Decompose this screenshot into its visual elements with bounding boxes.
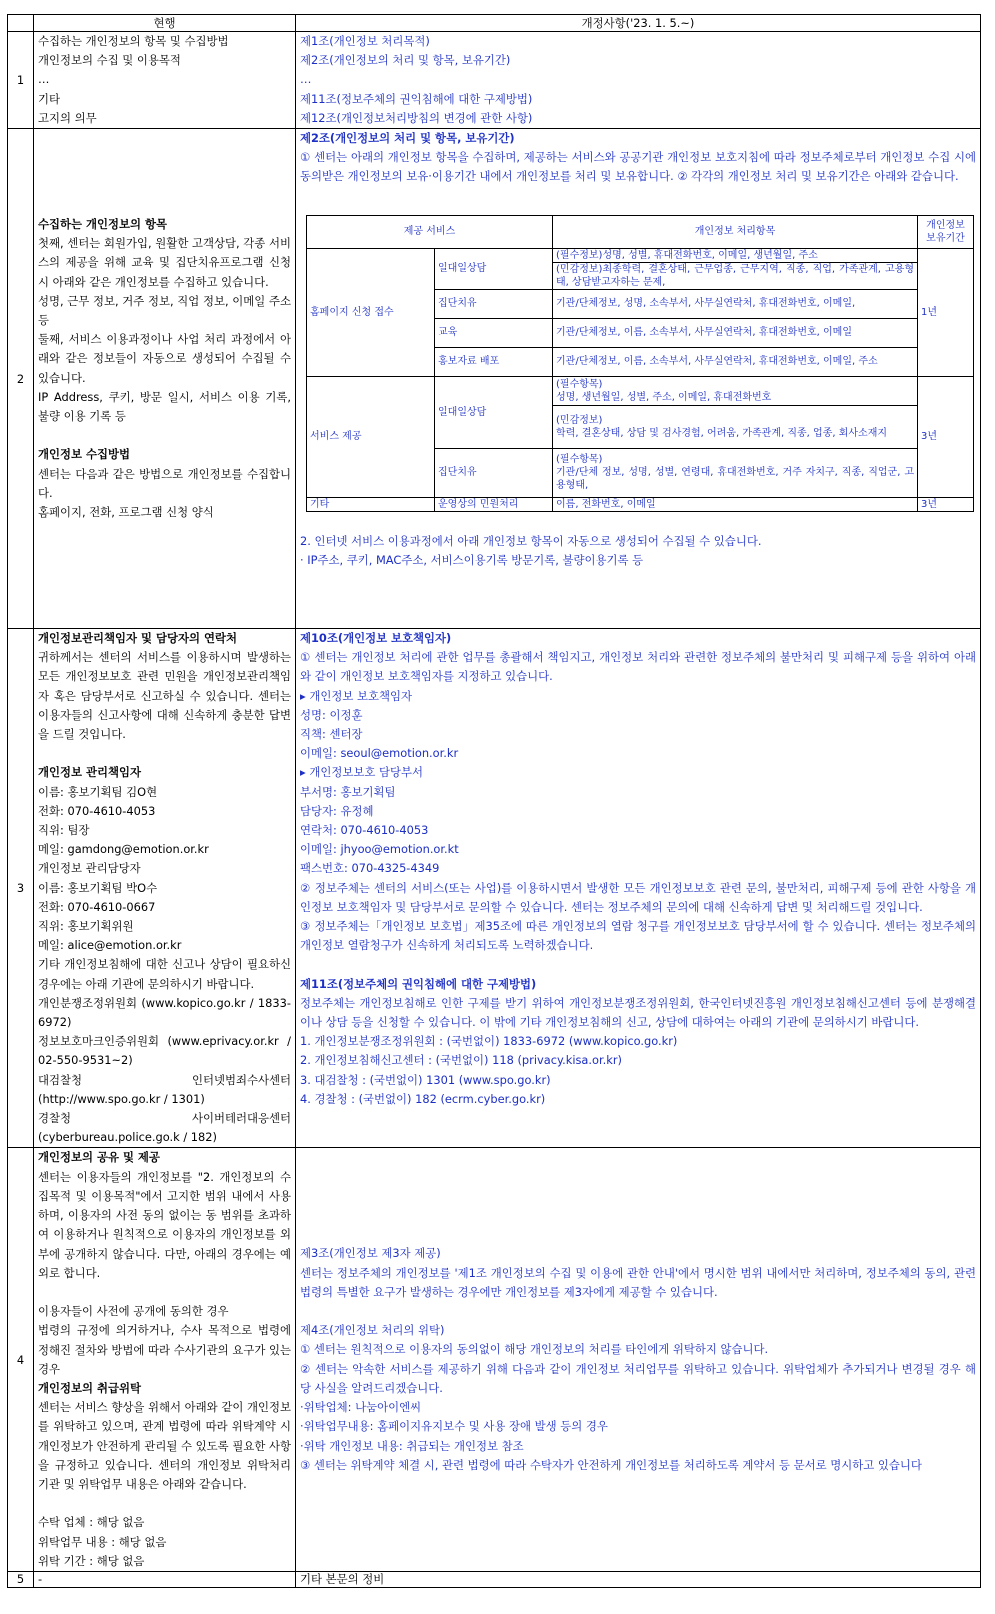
items <box>553 448 918 497</box>
paragraph: 센터는 정보주체의 개인정보를 '제1조 개인정보의 수집 및 이용에 관한 안내'에서 명시한 범위 내에서만 처리하며, 정보주체의 동의, 관련 법령의 특별한 요구가 발생하는 경우에만 개인정보를 제3자에게 제공할 수 있습니다. <box>300 1265 976 1299</box>
paragraph: 대검찰청 인터넷범죄수사센터 (http://www.spo.go.kr / 1301) <box>38 1072 291 1106</box>
paragraph: IP Address, 쿠키, 방문 일시, 서비스 이용 기록, 불량 이용 기록 등 <box>38 389 291 424</box>
service-group: 서비스 제공 <box>307 376 435 497</box>
paragraph: ·위탁업체: 나눔아이엔씨 <box>300 1400 422 1415</box>
paragraph: 이메일: jhyoo@emotion.or.kt <box>300 842 459 857</box>
paragraph: 직위: 홍보기획위원 <box>38 919 134 934</box>
spacer <box>300 955 976 974</box>
section-title: 제11조(정보주체의 권익침해에 대한 구제방법) <box>300 976 537 991</box>
paragraph: 센터는 다음과 같은 방법으로 개인정보를 수집합니다. <box>38 466 291 500</box>
current-line: 고지의 의무 <box>38 110 97 125</box>
items-label: (민감정보) <box>556 414 603 426</box>
paragraph: ② 정보주체는 센터의 서비스(또는 사업)를 이용하시면서 발생한 모든 개인정보보호 관련 문의, 불만처리, 피해구제 등에 관한 사항을 개인정보 보호책임자 및 담당부서로 문의할 수 있습니다. 센터는 정보주체의 문의에 대해 신속하게 답변 및 처리해드릴 것입니다. <box>300 880 976 914</box>
paragraph: 이용자들이 사전에 공개에 동의한 경우 <box>38 1304 229 1319</box>
paragraph: 위탁 기간 : 해당 없음 <box>38 1553 145 1568</box>
section-title: 수집하는 개인정보의 항목 <box>38 217 167 232</box>
service-name: 교육 <box>435 318 553 347</box>
processing-table <box>306 215 974 512</box>
items-label: (필수항목) <box>556 378 603 390</box>
table-row <box>8 1571 981 1587</box>
comparison-document <box>7 14 981 1588</box>
paragraph: ② 센터는 악속한 서비스를 제공하기 위해 다음과 같이 개인정보 처리업무를 위탁하고 있습니다. 위탁업체가 추가되거나 변경될 경우 해당 사실을 알려드리겠습니다. <box>300 1361 976 1395</box>
paragraph: 홈페이지, 전화, 프로그램 신청 양식 <box>38 505 214 520</box>
period: 3년 <box>918 497 974 511</box>
comparison-table <box>7 14 981 1588</box>
processing-row <box>307 376 974 405</box>
paragraph: 1. 개인정보분쟁조정위원회 : (국번없이) 1833-6972 (www.kopico.go.kr) <box>300 1034 678 1049</box>
header-row <box>8 15 981 32</box>
paragraph: 정보보호마크인증위원회 (www.eprivacy.or.kr / 02-550-9531~2) <box>38 1034 291 1068</box>
row-number: 2 <box>8 129 34 629</box>
revised-line: 제1조(개인정보 처리목적) <box>300 34 430 48</box>
paragraph: 제3조(개인정보 제3자 제공) <box>300 1246 441 1261</box>
paragraph: 경찰청 사이버테러대응센터 (cyberbureau.police.go.k / 182) <box>38 1111 291 1145</box>
paragraph: 성명: 이정훈 <box>300 707 363 722</box>
header-num <box>8 15 34 32</box>
paragraph: ·위탁 개인정보 내용: 취급되는 개인정보 참조 <box>300 1438 524 1453</box>
processing-row <box>307 497 974 511</box>
paragraph: 이름: 홍보기획팀 박O수 <box>38 880 158 895</box>
revised-cell <box>296 629 981 1148</box>
current-cell <box>34 1148 296 1571</box>
current-cell <box>34 629 296 1148</box>
current-line: 개인정보의 수집 및 이용목적 <box>38 53 181 68</box>
service-name: 집단치유 <box>435 289 553 318</box>
revised-cell <box>296 129 981 629</box>
items <box>553 376 918 405</box>
paragraph: 전화: 070-4610-4053 <box>38 803 156 818</box>
paragraph: 이메일: seoul@emotion.or.kr <box>300 746 459 761</box>
header-current: 현행 <box>34 15 296 32</box>
paragraph: 메일: alice@emotion.or.kr <box>38 938 182 953</box>
revised-line: 제11조(정보주체의 권익침해에 대한 구제방법) <box>300 91 533 106</box>
table-row <box>8 629 981 1148</box>
period: 3년 <box>918 376 974 497</box>
service-name: 홍보자료 배포 <box>435 347 553 376</box>
revised-line: 제2조(개인정보의 처리 및 항목, 보유기간) <box>300 53 511 68</box>
paragraph: 법령의 규정에 의거하거나, 수사 목적으로 법령에 정해진 절차와 방법에 따라 수사기관의 요구가 있는 경우 <box>38 1323 291 1376</box>
paragraph: 귀하께서는 센터의 서비스를 이용하시며 발생하는 모든 개인정보보호 관련 민원을 개인정보관리책임자 혹은 담당부서로 신고하실 수 있습니다. 센터는 이용자들의 신고사항에 대해 신속하게 충분한 답변을 드릴 것입니다. <box>38 650 291 742</box>
row-number: 5 <box>8 1571 34 1587</box>
section-title: 제10조(개인정보 보호책임자) <box>300 631 452 646</box>
items <box>553 405 918 448</box>
revised-cell <box>296 32 981 129</box>
service-name: 운영상의 민원처리 <box>435 497 553 511</box>
paragraph: 기타 개인정보침해에 대한 신고나 상담이 필요하신 경우에는 아래 기관에 문의하시기 바랍니다. <box>38 957 291 991</box>
revised-line: … <box>300 72 312 87</box>
paragraph: 제4조(개인정보 처리의 위탁) <box>300 1323 445 1338</box>
paragraph: ·위탁업무내용: 홈페이지유지보수 및 사용 장애 발생 등의 경우 <box>300 1419 608 1434</box>
service-name: 일대일상담 <box>435 248 553 289</box>
items: 기관/단체정보, 이름, 소속부서, 사무실연락처, 휴대전화번호, 이메일, 주소 <box>553 347 918 376</box>
items: 이름, 전화번호, 이메일 <box>553 497 918 511</box>
paragraph: ① 센터는 아래의 개인정보 항목을 수집하며, 제공하는 서비스와 공공기관 개인정보 보호지침에 따라 정보주체로부터 개인정보 수집 시에 동의받은 개인정보의 보유·이용기간 내에서 개인정보를 처리 및 보유합니다. ② 각각의 개인정보 처리 및 보유기간은 아래와 같습니다. <box>300 150 976 184</box>
header-revised: 개정사항('23. 1. 5.~) <box>296 15 981 32</box>
paragraph: 센터는 서비스 향상을 위해서 아래와 같이 개인정보를 위탁하고 있으며, 관계 법령에 따라 위탁계약 시 개인정보가 안전하게 관리될 수 있도록 필요한 사항을 규정하고 있습니다. 센터의 개인정보 위탁처리 기관 및 위탁업무 내용은 아래와 같습니다. <box>38 1400 291 1491</box>
paragraph: ③ 센터는 위탁계약 체결 시, 관련 법령에 따라 수탁자가 안전하게 개인정보를 처리하도록 계약서 등 문서로 명시하고 있습니다 <box>300 1457 922 1472</box>
items-text: 기관/단체 정보, 성명, 성별, 연령대, 휴대전화번호, 거주 자치구, 직종, 직업군, 고용형태, <box>556 467 914 492</box>
paragraph: ③ 정보주체는「개인정보 보호법」제35조에 따른 개인정보의 열람 청구를 개인정보보호 담당부서에 할 수 있습니다. 센터는 정보주체의 개인정보 열람청구가 신속하게 처리되도록 노력하겠습니다. <box>300 919 976 953</box>
paragraph: 메일: gamdong@emotion.or.kr <box>38 842 209 857</box>
section-title: 개인정보 수집방법 <box>38 447 130 462</box>
service-name: 일대일상담 <box>435 376 553 448</box>
revised-line: 제12조(개인정보처리방침의 변경에 관한 사항) <box>300 110 533 125</box>
current-cell <box>34 129 296 629</box>
items: (민감정보)최종학력, 결혼상태, 근무업종, 근무지역, 직종, 직업, 가족관계, 고용형태, 상담받고자하는 문제, <box>553 262 918 289</box>
paragraph: 둘째, 서비스 이용과정이나 사업 처리 과정에서 아래와 같은 정보들이 자동으로 생성되어 수집될 수 있습니다. <box>38 332 291 385</box>
paragraph: 첫째, 센터는 회원가입, 원활한 고객상담, 각종 서비스의 제공을 위해 교육 및 집단치유프로그램 신청 시 아래와 같은 개인정보를 수집하고 있습니다. <box>38 236 291 289</box>
paragraph: 정보주체는 개인정보침해로 인한 구제를 받기 위하여 개인정보분쟁조정위원회, 한국인터넷진흥원 개인정보침해신고센터 등에 분쟁해결이나 상담 등을 신청할 수 있습니다. 이 밖에 기타 개인정보침해의 신고, 상담에 대하여는 아래의 기관에 문의하시기 바랍니다. <box>300 995 976 1030</box>
current-line: 수집하는 개인정보의 항목 및 수집방법 <box>38 34 229 48</box>
paragraph: 2. 개인정보침해신고센터 : (국번없이) 118 (privacy.kisa.or.kr) <box>300 1053 622 1068</box>
paragraph: 개인분쟁조정위원회 (www.kopico.go.kr / 1833-6972) <box>38 995 291 1030</box>
service-name: 집단치유 <box>435 448 553 497</box>
table-row <box>8 1148 981 1571</box>
paragraph: ① 센터는 원칙적으로 이용자의 동의없이 해당 개인정보의 처리를 타인에게 위탁하지 않습니다. <box>300 1342 769 1357</box>
processing-row <box>307 248 974 262</box>
paragraph: 4. 경찰청 : (국번없이) 182 (ecrm.cyber.go.kr) <box>300 1091 546 1106</box>
paragraph: 위탁업무 내용 : 해당 없음 <box>38 1534 167 1549</box>
revised-cell: 기타 본문의 정비 <box>296 1571 981 1587</box>
current-cell: - <box>34 1571 296 1587</box>
paragraph: 개인정보 관리담당자 <box>38 861 141 876</box>
paragraph: ▸ 개인정보 보호책임자 <box>300 688 412 703</box>
processing-header-row <box>307 215 974 248</box>
spacer <box>38 1283 291 1302</box>
current-cell <box>34 32 296 129</box>
paragraph: 전화: 070-4610-0667 <box>38 899 156 914</box>
paragraph: 센터는 이용자들의 개인정보를 "2. 개인정보의 수집목적 및 이용목적"에서 고지한 범위 내에서 사용하며, 이용자의 사전 동의 없이는 동 범위를 초과하여 이용하거나 원칙적으로 이용자의 개인정보를 외부에 공개하지 않습니다. 다만, 아래의 경우에는 예외로 합니다. <box>38 1169 291 1280</box>
table-row <box>8 32 981 129</box>
paragraph: 직책: 센터장 <box>300 727 363 742</box>
period: 1년 <box>918 248 974 376</box>
spacer <box>38 744 291 763</box>
paragraph: 연락처: 070-4610-4053 <box>300 823 429 838</box>
col-header: 제공 서비스 <box>307 215 553 248</box>
paragraph: ① 센터는 개인정보 처리에 관한 업무를 총괄해서 책임지고, 개인정보 처리와 관련한 정보주체의 불만처리 및 피해구제 등을 위하여 아래와 같이 개인정보 보호책임자를 지정하고 있습니다. <box>300 650 976 684</box>
row-number: 3 <box>8 629 34 1148</box>
paragraph: 성명, 근무 정보, 거주 정보, 직업 정보, 이메일 주소 등 <box>38 293 291 328</box>
paragraph: · IP주소, 쿠키, MAC주소, 서비스이용기록 방문기록, 불량이용기록 등 <box>300 552 644 567</box>
row-number: 4 <box>8 1148 34 1571</box>
section-title: 개인정보의 취급위탁 <box>38 1380 141 1395</box>
paragraph: ▸ 개인정보보호 담당부서 <box>300 765 423 780</box>
paragraph: 이름: 홍보기획팀 김O현 <box>38 784 158 799</box>
section-title: 개인정보의 공유 및 제공 <box>38 1150 160 1165</box>
items-label: (필수항목) <box>556 454 603 466</box>
items-text: 성명, 생년월일, 성별, 주소, 이메일, 휴대전화번호 <box>556 391 772 403</box>
spacer <box>38 1494 291 1513</box>
section-title: 개인정보관리책임자 및 담당자의 연락처 <box>38 631 237 646</box>
items: 기관/단체정보, 이름, 소속부서, 사무실연락처, 휴대전화번호, 이메일 <box>553 318 918 347</box>
current-line: … <box>38 72 50 87</box>
items: 기관/단체정보, 성명, 소속부서, 사무실연락처, 휴대전화번호, 이메일, <box>553 289 918 318</box>
current-line: 기타 <box>38 91 61 106</box>
items-text: 학력, 결혼상태, 상담 및 검사경험, 어려움, 가족관계, 직종, 업종, 회사소재지 <box>556 427 888 439</box>
revised-cell <box>296 1148 981 1571</box>
paragraph: 3. 대검찰청 : (국번없이) 1301 (www.spo.go.kr) <box>300 1072 551 1087</box>
service-group: 홈페이지 신청 접수 <box>307 248 435 376</box>
paragraph: 2. 인터넷 서비스 이용과정에서 아래 개인정보 항목이 자동으로 생성되어 수집될 수 있습니다. <box>300 533 762 548</box>
service-group: 기타 <box>307 497 435 511</box>
paragraph: 팩스번호: 070-4325-4349 <box>300 861 440 876</box>
col-header: 개인정보 처리항목 <box>553 215 918 248</box>
table-row <box>8 129 981 629</box>
article-title: 제2조(개인정보의 처리 및 항목, 보유기간) <box>300 131 515 146</box>
spacer <box>300 1302 976 1321</box>
paragraph: 수탁 업체 : 해당 없음 <box>38 1515 145 1530</box>
paragraph: 부서명: 홍보기획팀 <box>300 784 396 799</box>
section-title: 개인정보 관리책임자 <box>38 765 141 780</box>
paragraph: 직위: 팀장 <box>38 823 90 838</box>
row-number: 1 <box>8 32 34 129</box>
items: (필수정보)성명, 성별, 휴대전화번호, 이메일, 생년월일, 주소 <box>553 248 918 262</box>
paragraph: 담당자: 유정혜 <box>300 803 374 818</box>
col-header: 개인정보 보유기간 <box>918 215 974 248</box>
